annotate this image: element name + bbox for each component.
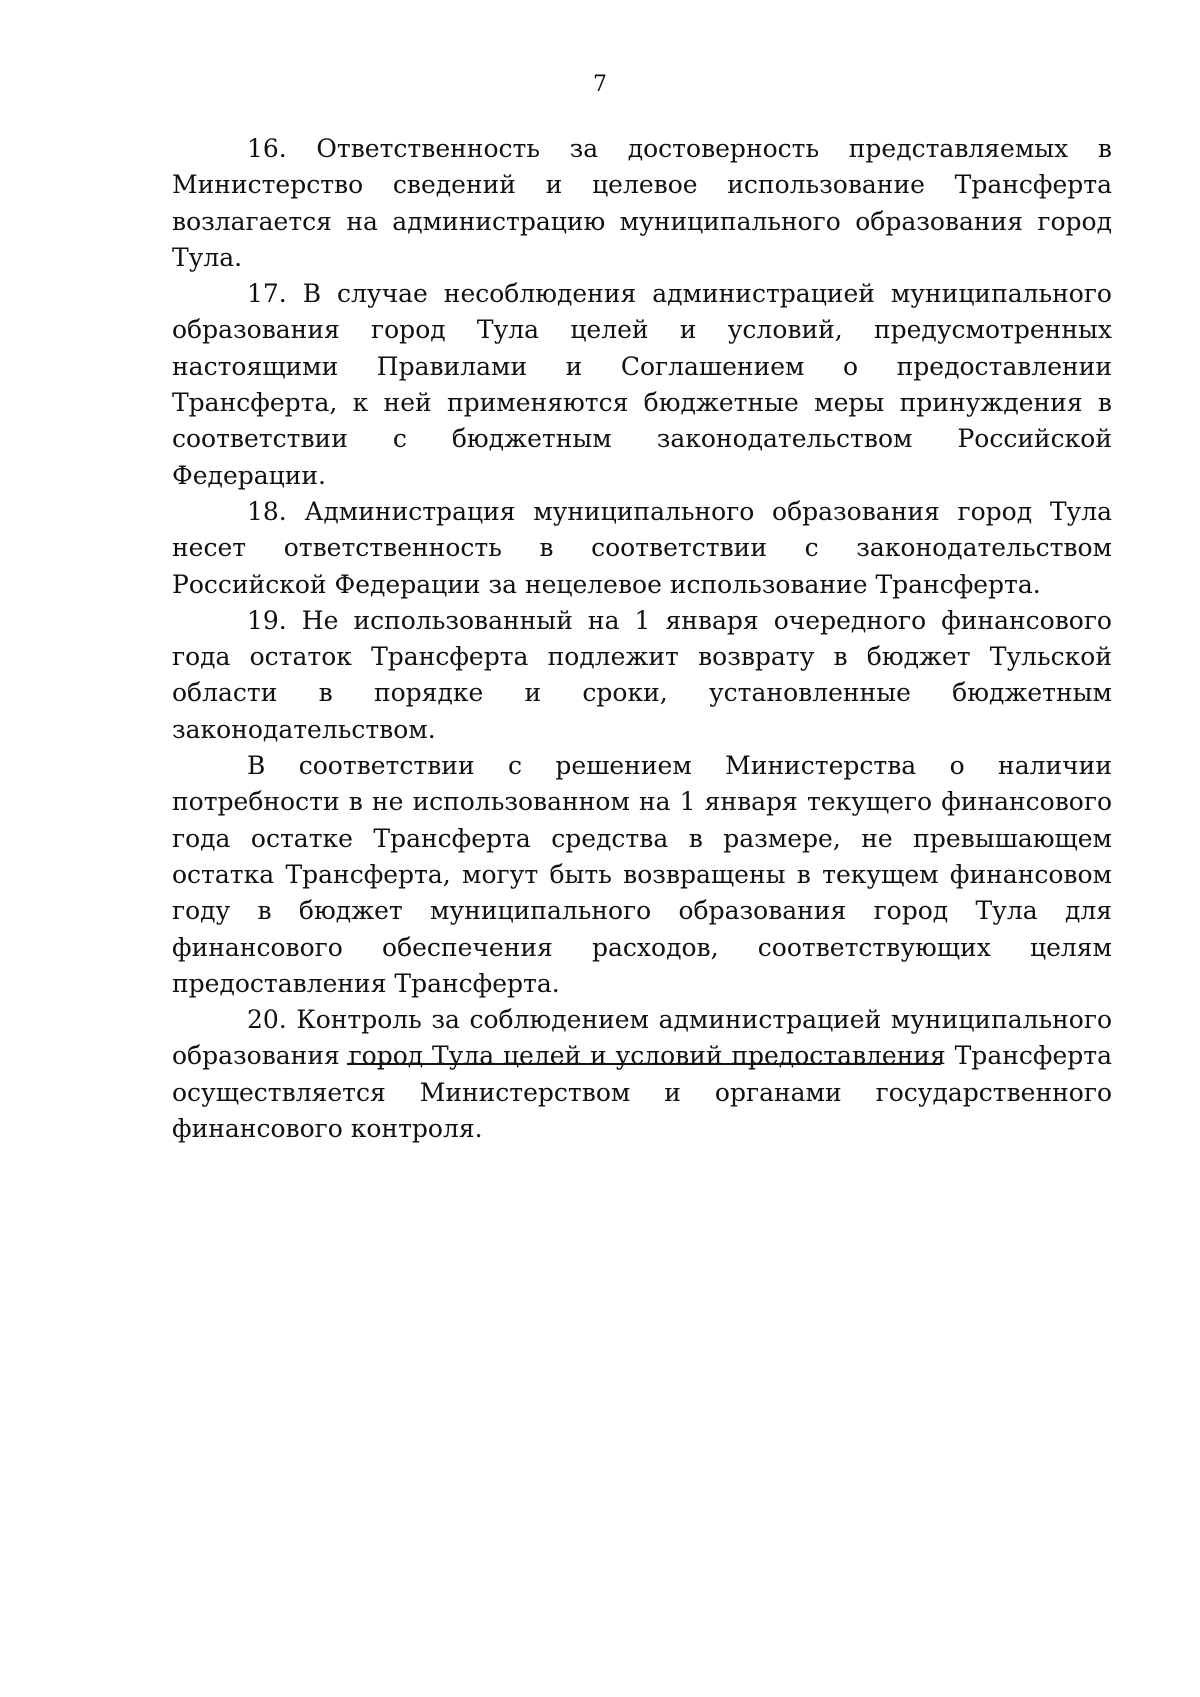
page-number: 7 xyxy=(593,72,607,97)
paragraph-18: 18. Администрация муниципального образования город Тула несет ответственность в соответствии с законодательством Российской Федерации за нецелевое использование Трансферта. xyxy=(172,496,1112,599)
end-of-document-rule xyxy=(347,1063,941,1065)
paragraph-19: 19. Не использованный на 1 января очередного финансового года остаток Трансферта подлежит возврату в бюджет Тульской области в порядке и сроки, установленные бюджетным законодательством. xyxy=(172,605,1112,744)
paragraph-19-continued: В соответствии с решением Министерства о наличии потребности в не использованном на 1 января текущего финансового года остатке Трансферта средства в размере, не превышающем остатка Трансферта, могут быть возвращены в текущем финансовом году в бюджет муниципального образования город Тула для финансового обеспечения расходов, соответствующих целям предоставления Трансферта. xyxy=(172,751,1112,998)
document-body xyxy=(172,131,1112,1147)
paragraph-20: 20. Контроль за соблюдением администрацией муниципального образования город Тула целей и условий предоставления Трансферта осуществляется Министерством и органами государственного финансового контроля. xyxy=(172,1005,1112,1144)
paragraph-17: 17. В случае несоблюдения администрацией муниципального образования город Тула целей и условий, предусмотренных настоящими Правилами и Соглашением о предоставлении Трансферта, к ней применяются бюджетные меры принуждения в соответствии с бюджетным законодательством Российской Федерации. xyxy=(172,279,1112,490)
paragraph-16: 16. Ответственность за достоверность представляемых в Министерство сведений и целевое использование Трансферта возлагается на администрацию муниципального образования город Тула. xyxy=(172,134,1112,272)
